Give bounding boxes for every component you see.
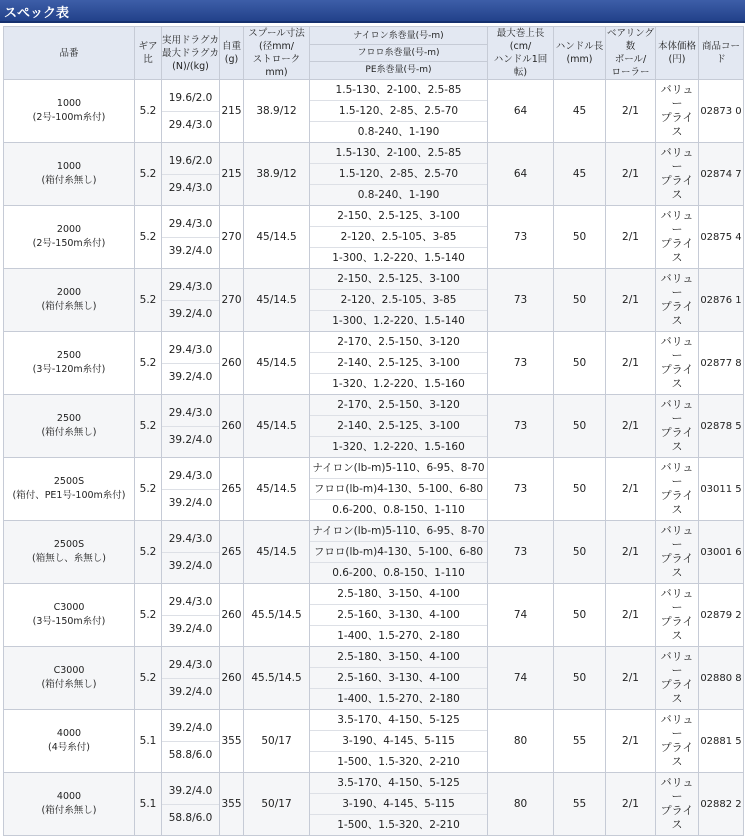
price-cell <box>656 269 699 332</box>
model-cell <box>4 584 135 647</box>
product-code: 02879 2 <box>699 584 744 647</box>
gear-ratio: 5.2 <box>135 269 162 332</box>
model-cell <box>4 80 135 143</box>
handle-length: 50 <box>554 647 606 710</box>
drag-max: 29.4/3.0 <box>168 181 213 194</box>
price-line-2: プライス <box>660 363 694 390</box>
weight: 215 <box>220 143 244 206</box>
max-retrieve: 64 <box>488 80 554 143</box>
product-code: 02878 5 <box>699 395 744 458</box>
line-fluoro: 2.5-160、3-130、4-100 <box>310 605 487 626</box>
line-nylon: ナイロン(lb-m)5-110、6-95、8-70 <box>310 458 487 479</box>
model-variant: (4号糸付) <box>48 742 90 753</box>
drag-max: 39.2/4.0 <box>168 622 213 635</box>
product-code: 03011 5 <box>699 458 744 521</box>
header-line-nylon: ナイロン糸巻量(号-m) <box>310 28 487 45</box>
drag-practical: 29.4/3.0 <box>162 270 219 301</box>
model-number: 4000 <box>56 791 82 802</box>
drag-cell <box>162 521 220 584</box>
bearings: 2/1 <box>606 80 656 143</box>
weight: 260 <box>220 647 244 710</box>
price-cell <box>656 458 699 521</box>
line-fluoro: 3-190、4-145、5-115 <box>310 794 487 815</box>
model-number: 4000 <box>56 728 82 739</box>
max-retrieve: 73 <box>488 206 554 269</box>
line-fluoro: 2-140、2.5-125、3-100 <box>310 353 487 374</box>
line-fluoro: 1.5-120、2-85、2.5-70 <box>310 164 487 185</box>
line-pe: 1-500、1.5-320、2-210 <box>337 756 460 768</box>
table-row <box>4 647 744 710</box>
drag-max: 39.2/4.0 <box>168 685 213 698</box>
line-capacity-cell <box>310 647 488 710</box>
model-number: C3000 <box>53 602 85 613</box>
price-line-1: バリュー <box>660 272 694 299</box>
model-cell <box>4 332 135 395</box>
bearings: 2/1 <box>606 143 656 206</box>
handle-length: 50 <box>554 269 606 332</box>
price-line-2: プライス <box>660 300 694 327</box>
product-code: 02877 8 <box>699 332 744 395</box>
drag-practical: 39.2/4.0 <box>162 711 219 742</box>
spool-size: 45/14.5 <box>244 458 310 521</box>
drag-cell <box>162 584 220 647</box>
model-number: 2500S <box>53 539 85 550</box>
drag-max: 39.2/4.0 <box>168 244 213 257</box>
line-fluoro: フロロ(lb-m)4-130、5-100、6-80 <box>310 479 487 500</box>
model-variant: (3号-120m糸付) <box>32 364 106 375</box>
table-row <box>4 458 744 521</box>
price-line-1: バリュー <box>660 713 694 740</box>
max-retrieve: 64 <box>488 143 554 206</box>
line-nylon: 2-170、2.5-150、3-120 <box>310 332 487 353</box>
drag-cell <box>162 206 220 269</box>
price-line-1: バリュー <box>660 461 694 488</box>
drag-max: 39.2/4.0 <box>168 370 213 383</box>
drag-max: 39.2/4.0 <box>168 559 213 572</box>
price-cell <box>656 647 699 710</box>
handle-length: 45 <box>554 143 606 206</box>
line-fluoro: 2-120、2.5-105、3-85 <box>310 290 487 311</box>
model-number: C3000 <box>53 665 85 676</box>
drag-practical: 29.4/3.0 <box>162 522 219 553</box>
model-variant: (箱無し、糸無し) <box>32 553 106 564</box>
spool-size: 50/17 <box>244 710 310 773</box>
header-price: 本体価格 (円) <box>656 27 699 80</box>
line-pe: 1-300、1.2-220、1.5-140 <box>332 252 465 264</box>
weight: 265 <box>220 458 244 521</box>
line-nylon: 2-150、2.5-125、3-100 <box>310 269 487 290</box>
spec-table <box>3 26 744 836</box>
gear-ratio: 5.2 <box>135 143 162 206</box>
drag-max: 58.8/6.0 <box>168 748 213 761</box>
bearings: 2/1 <box>606 458 656 521</box>
header-handle: ハンドル長 (mm) <box>554 27 606 80</box>
model-number: 1000 <box>56 161 82 172</box>
weight: 260 <box>220 395 244 458</box>
bearings: 2/1 <box>606 647 656 710</box>
header-line-pe: PE糸巻量(号-m) <box>365 65 432 75</box>
spool-size: 45/14.5 <box>244 206 310 269</box>
table-row <box>4 143 744 206</box>
product-code: 02881 5 <box>699 710 744 773</box>
max-retrieve: 73 <box>488 458 554 521</box>
price-line-1: バリュー <box>660 83 694 110</box>
table-row <box>4 584 744 647</box>
line-fluoro: 3-190、4-145、5-115 <box>310 731 487 752</box>
model-cell <box>4 647 135 710</box>
header-drag: 実用ドラグカ 最大ドラグカ (N)/(kg) <box>162 27 220 80</box>
weight: 355 <box>220 773 244 836</box>
model-number: 2500 <box>56 350 82 361</box>
header-name: 品番 <box>4 27 135 80</box>
header-weight: 自重 (g) <box>220 27 244 80</box>
price-line-2: プライス <box>660 552 694 579</box>
handle-length: 50 <box>554 395 606 458</box>
drag-cell <box>162 80 220 143</box>
line-nylon: 1.5-130、2-100、2.5-85 <box>310 143 487 164</box>
bearings: 2/1 <box>606 206 656 269</box>
line-nylon: 1.5-130、2-100、2.5-85 <box>310 80 487 101</box>
drag-practical: 19.6/2.0 <box>162 144 219 175</box>
drag-cell <box>162 710 220 773</box>
drag-cell <box>162 269 220 332</box>
price-line-1: バリュー <box>660 146 694 173</box>
table-row <box>4 332 744 395</box>
model-number: 2500S <box>53 476 85 487</box>
max-retrieve: 80 <box>488 710 554 773</box>
model-cell <box>4 521 135 584</box>
drag-cell <box>162 458 220 521</box>
model-variant: (箱付糸無し) <box>41 679 97 690</box>
drag-practical: 29.4/3.0 <box>162 333 219 364</box>
line-pe: 0.6-200、0.8-150、1-110 <box>332 567 465 579</box>
drag-practical: 29.4/3.0 <box>162 585 219 616</box>
gear-ratio: 5.1 <box>135 710 162 773</box>
product-code: 02876 1 <box>699 269 744 332</box>
line-nylon: ナイロン(lb-m)5-110、6-95、8-70 <box>310 521 487 542</box>
line-pe: 1-320、1.2-220、1.5-160 <box>332 441 465 453</box>
section-title-bar <box>0 0 745 23</box>
price-line-2: プライス <box>660 741 694 768</box>
price-line-1: バリュー <box>660 335 694 362</box>
drag-cell <box>162 332 220 395</box>
spool-size: 45/14.5 <box>244 395 310 458</box>
line-pe: 1-500、1.5-320、2-210 <box>337 819 460 831</box>
model-variant: (箱付糸無し) <box>41 175 97 186</box>
drag-cell <box>162 647 220 710</box>
model-variant: (箱付糸無し) <box>41 805 97 816</box>
line-capacity-cell <box>310 269 488 332</box>
header-retrieve: 最大巻上長 (cm/ ハンドル1回転) <box>488 27 554 80</box>
model-cell <box>4 269 135 332</box>
price-line-2: プライス <box>660 426 694 453</box>
model-cell <box>4 206 135 269</box>
spool-size: 45.5/14.5 <box>244 647 310 710</box>
price-line-1: バリュー <box>660 524 694 551</box>
spool-size: 50/17 <box>244 773 310 836</box>
line-fluoro: 2-120、2.5-105、3-85 <box>310 227 487 248</box>
price-line-2: プライス <box>660 489 694 516</box>
drag-practical: 29.4/3.0 <box>162 396 219 427</box>
max-retrieve: 73 <box>488 332 554 395</box>
price-cell <box>656 80 699 143</box>
price-cell <box>656 332 699 395</box>
drag-max: 39.2/4.0 <box>168 496 213 509</box>
line-nylon: 2.5-180、3-150、4-100 <box>310 584 487 605</box>
gear-ratio: 5.2 <box>135 206 162 269</box>
drag-cell <box>162 143 220 206</box>
section-title: スペック表 <box>4 6 70 21</box>
line-capacity-cell <box>310 584 488 647</box>
line-capacity-cell <box>310 332 488 395</box>
price-line-1: バリュー <box>660 398 694 425</box>
model-number: 2000 <box>56 224 82 235</box>
max-retrieve: 80 <box>488 773 554 836</box>
price-line-1: バリュー <box>660 650 694 677</box>
product-code: 02874 7 <box>699 143 744 206</box>
model-cell <box>4 458 135 521</box>
line-nylon: 2-170、2.5-150、3-120 <box>310 395 487 416</box>
line-fluoro: 2-140、2.5-125、3-100 <box>310 416 487 437</box>
line-capacity-cell <box>310 458 488 521</box>
model-number: 2000 <box>56 287 82 298</box>
gear-ratio: 5.2 <box>135 584 162 647</box>
weight: 270 <box>220 269 244 332</box>
drag-max: 39.2/4.0 <box>168 307 213 320</box>
spool-size: 45/14.5 <box>244 332 310 395</box>
max-retrieve: 74 <box>488 647 554 710</box>
line-capacity-cell <box>310 395 488 458</box>
table-row <box>4 773 744 836</box>
product-code: 02875 4 <box>699 206 744 269</box>
price-line-2: プライス <box>660 804 694 831</box>
weight: 215 <box>220 80 244 143</box>
handle-length: 50 <box>554 521 606 584</box>
header-bearing: ベアリング数 ボール/ ローラー <box>607 28 654 78</box>
line-fluoro: フロロ(lb-m)4-130、5-100、6-80 <box>310 542 487 563</box>
model-cell <box>4 710 135 773</box>
line-nylon: 2.5-180、3-150、4-100 <box>310 647 487 668</box>
table-row <box>4 80 744 143</box>
line-capacity-cell <box>310 521 488 584</box>
header-line-capacity <box>310 27 488 80</box>
price-cell <box>656 773 699 836</box>
header-spool: スプール寸法 (径mm/ ストロークmm) <box>244 27 310 80</box>
drag-practical: 29.4/3.0 <box>162 207 219 238</box>
spool-size: 45/14.5 <box>244 269 310 332</box>
model-variant: (箱付、PE1号-100m糸付) <box>12 490 126 501</box>
line-pe: 1-300、1.2-220、1.5-140 <box>332 315 465 327</box>
gear-ratio: 5.2 <box>135 458 162 521</box>
table-row <box>4 206 744 269</box>
line-nylon: 3.5-170、4-150、5-125 <box>310 710 487 731</box>
line-capacity-cell <box>310 206 488 269</box>
model-number: 2500 <box>56 413 82 424</box>
model-number: 1000 <box>56 98 82 109</box>
line-fluoro: 2.5-160、3-130、4-100 <box>310 668 487 689</box>
line-pe: 1-400、1.5-270、2-180 <box>337 693 460 705</box>
model-cell <box>4 395 135 458</box>
line-fluoro: 1.5-120、2-85、2.5-70 <box>310 101 487 122</box>
weight: 270 <box>220 206 244 269</box>
price-cell <box>656 143 699 206</box>
gear-ratio: 5.2 <box>135 647 162 710</box>
weight: 265 <box>220 521 244 584</box>
model-variant: (箱付糸無し) <box>41 301 97 312</box>
model-cell <box>4 773 135 836</box>
product-code: 02873 0 <box>699 80 744 143</box>
bearings: 2/1 <box>606 521 656 584</box>
line-capacity-cell <box>310 143 488 206</box>
header-gear: ギア 比 <box>135 27 162 80</box>
price-line-1: バリュー <box>660 209 694 236</box>
drag-max: 39.2/4.0 <box>168 433 213 446</box>
table-row <box>4 269 744 332</box>
drag-practical: 29.4/3.0 <box>162 459 219 490</box>
line-nylon: 3.5-170、4-150、5-125 <box>310 773 487 794</box>
price-cell <box>656 395 699 458</box>
line-nylon: 2-150、2.5-125、3-100 <box>310 206 487 227</box>
drag-max: 29.4/3.0 <box>168 118 213 131</box>
drag-cell <box>162 773 220 836</box>
spool-size: 38.9/12 <box>244 143 310 206</box>
price-cell <box>656 521 699 584</box>
price-line-2: プライス <box>660 174 694 201</box>
model-variant: (2号-150m糸付) <box>32 238 106 249</box>
line-capacity-cell <box>310 710 488 773</box>
handle-length: 55 <box>554 710 606 773</box>
gear-ratio: 5.2 <box>135 332 162 395</box>
line-pe: 0.8-240、1-190 <box>357 126 440 138</box>
price-line-2: プライス <box>660 678 694 705</box>
model-variant: (箱付糸無し) <box>41 427 97 438</box>
header-line-fluoro: フロロ糸巻量(号-m) <box>310 45 487 62</box>
table-row <box>4 395 744 458</box>
max-retrieve: 73 <box>488 269 554 332</box>
price-cell <box>656 206 699 269</box>
product-code: 02880 8 <box>699 647 744 710</box>
bearings: 2/1 <box>606 584 656 647</box>
gear-ratio: 5.2 <box>135 521 162 584</box>
gear-ratio: 5.1 <box>135 773 162 836</box>
product-code: 02882 2 <box>699 773 744 836</box>
line-pe: 0.6-200、0.8-150、1-110 <box>332 504 465 516</box>
weight: 355 <box>220 710 244 773</box>
model-variant: (3号-150m糸付) <box>32 616 106 627</box>
max-retrieve: 74 <box>488 584 554 647</box>
price-line-2: プライス <box>660 237 694 264</box>
price-line-1: バリュー <box>660 587 694 614</box>
bearings: 2/1 <box>606 710 656 773</box>
gear-ratio: 5.2 <box>135 395 162 458</box>
handle-length: 55 <box>554 773 606 836</box>
spool-size: 45.5/14.5 <box>244 584 310 647</box>
price-line-2: プライス <box>660 111 694 138</box>
bearings: 2/1 <box>606 332 656 395</box>
header-code: 商品コード <box>699 27 744 80</box>
spool-size: 45/14.5 <box>244 521 310 584</box>
line-pe: 1-400、1.5-270、2-180 <box>337 630 460 642</box>
max-retrieve: 73 <box>488 395 554 458</box>
drag-practical: 39.2/4.0 <box>162 774 219 805</box>
price-cell <box>656 584 699 647</box>
table-row <box>4 521 744 584</box>
line-capacity-cell <box>310 80 488 143</box>
max-retrieve: 73 <box>488 521 554 584</box>
drag-cell <box>162 395 220 458</box>
spool-size: 38.9/12 <box>244 80 310 143</box>
table-row <box>4 710 744 773</box>
handle-length: 50 <box>554 458 606 521</box>
handle-length: 50 <box>554 206 606 269</box>
line-pe: 0.8-240、1-190 <box>357 189 440 201</box>
handle-length: 50 <box>554 332 606 395</box>
weight: 260 <box>220 332 244 395</box>
product-code: 03001 6 <box>699 521 744 584</box>
weight: 260 <box>220 584 244 647</box>
drag-practical: 29.4/3.0 <box>162 648 219 679</box>
bearings: 2/1 <box>606 773 656 836</box>
drag-max: 58.8/6.0 <box>168 811 213 824</box>
line-pe: 1-320、1.2-220、1.5-160 <box>332 378 465 390</box>
line-capacity-cell <box>310 773 488 836</box>
handle-length: 45 <box>554 80 606 143</box>
drag-practical: 19.6/2.0 <box>162 81 219 112</box>
price-line-1: バリュー <box>660 776 694 803</box>
bearings: 2/1 <box>606 269 656 332</box>
model-variant: (2号-100m糸付) <box>32 112 106 123</box>
handle-length: 50 <box>554 584 606 647</box>
gear-ratio: 5.2 <box>135 80 162 143</box>
model-cell <box>4 143 135 206</box>
price-line-2: プライス <box>660 615 694 642</box>
price-cell <box>656 710 699 773</box>
bearings: 2/1 <box>606 395 656 458</box>
